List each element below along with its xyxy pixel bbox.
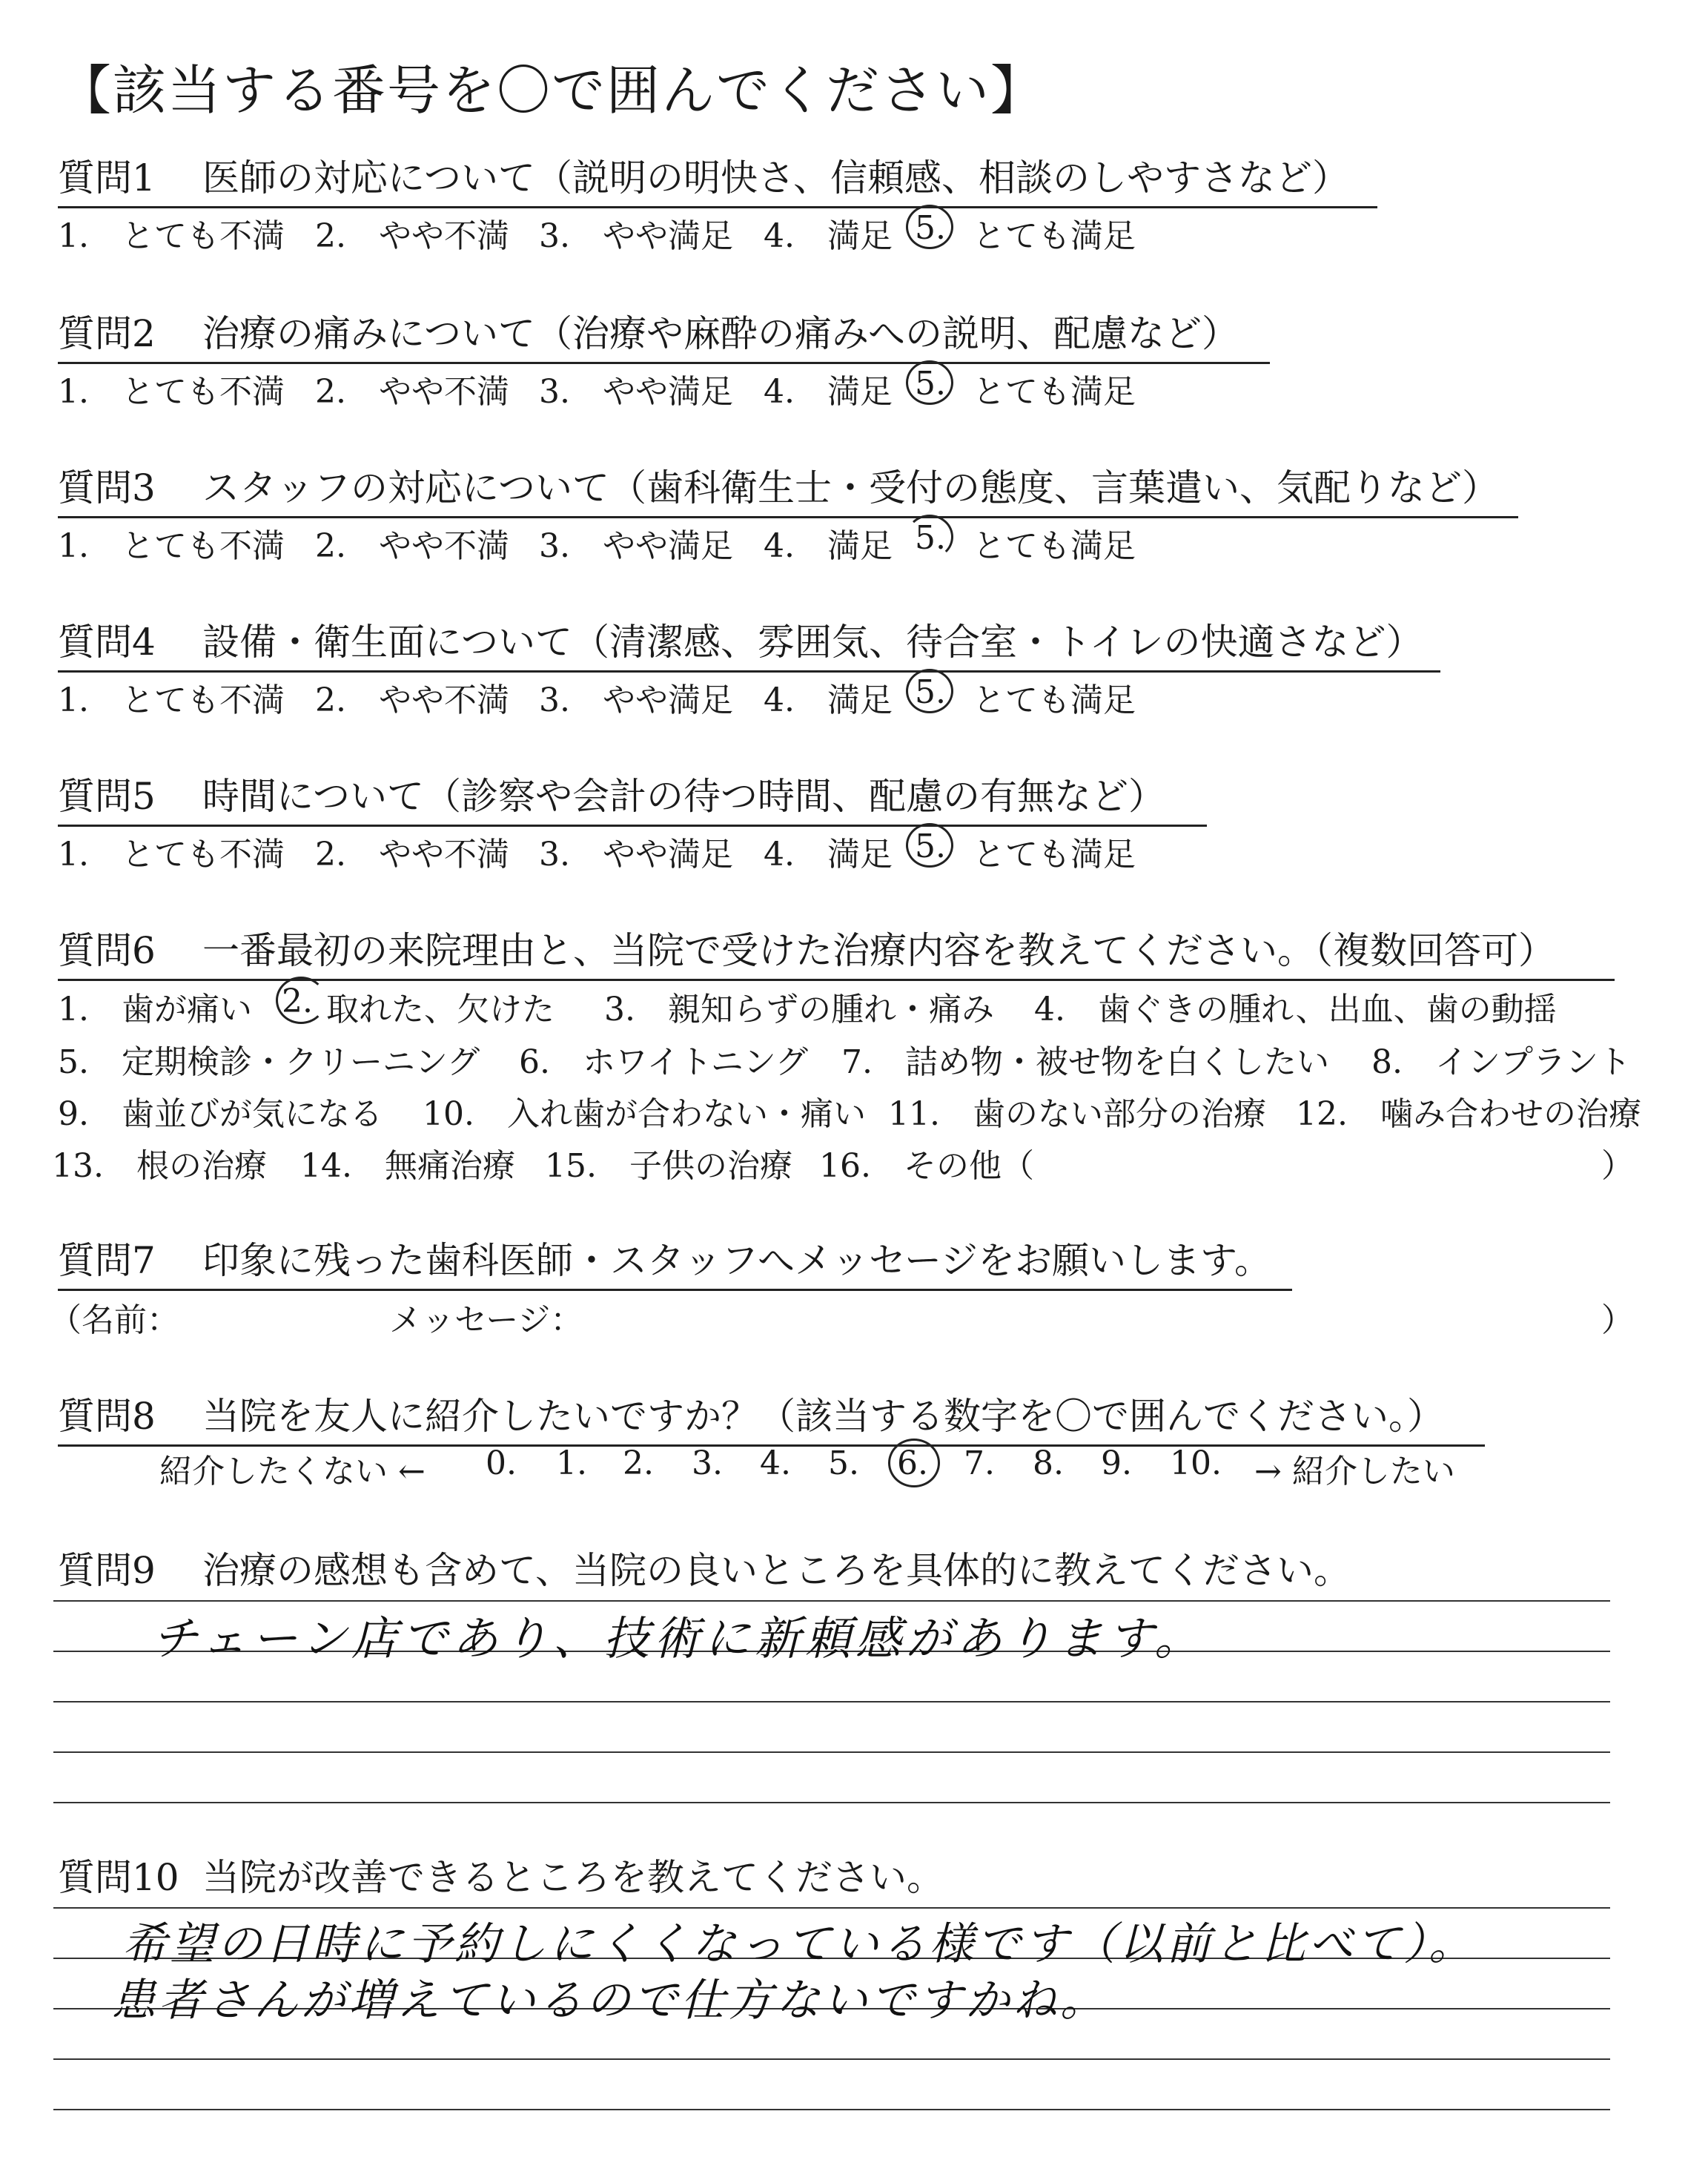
option-somewhat-dissatisfied[interactable]: 2. やや不満 [315,373,509,411]
scale-9[interactable]: 9. [1101,1444,1132,1482]
question-9-heading [58,1541,1351,1594]
q6-option-implant[interactable]: 8. インプラント [1371,1043,1631,1081]
scale-6[interactable]: 6. [897,1444,928,1482]
option-very-satisfied-number[interactable]: 5. [915,209,946,247]
question-6-number: 質問6 [58,929,156,972]
option-satisfied[interactable]: 4. 満足 [764,373,893,411]
q6-option-dentures[interactable]: 10. 入れ歯が合わない・痛い [423,1095,866,1133]
option-very-satisfied-number[interactable]: 5. [915,673,946,711]
question-9-handwritten-answer[interactable]: チェーン店であり、技術に新頼感があります。 [152,1611,1205,1665]
question-10-heading [58,1848,944,1901]
question-4-options [0,673,1708,718]
question-2-heading [58,304,1270,364]
answer-circle-mark [276,977,326,1024]
question-9-text: 治療の感想も含めて、当院の良いところを具体的に教えてください。 [202,1549,1351,1592]
page-title: 【該当する番号を〇で囲んでください】 [58,59,1046,122]
option-very-dissatisfied[interactable]: 1. とても不満 [58,681,285,719]
answer-circle-mark [888,1439,940,1487]
message-field-close: ） [1601,1301,1634,1339]
option-very-satisfied-label: とても満足 [973,836,1136,873]
option-somewhat-dissatisfied[interactable]: 2. やや不満 [315,681,509,719]
option-somewhat-dissatisfied[interactable]: 2. やや不満 [315,527,509,565]
option-satisfied[interactable]: 4. 満足 [764,836,893,873]
question-7-number: 質問7 [58,1239,156,1282]
question-4-number: 質問4 [58,621,156,664]
option-somewhat-satisfied[interactable]: 3. やや満足 [539,836,733,873]
option-satisfied[interactable]: 4. 満足 [764,217,893,255]
q6-option-painless[interactable]: 14. 無痛治療 [300,1147,515,1185]
scale-right-label: → 紹介したい [1254,1453,1455,1490]
q6-option-alignment[interactable]: 9. 歯並びが気になる [58,1095,383,1133]
q6-option-other[interactable]: 16. その他（ [819,1147,1034,1185]
question-2-text: 治療の痛みについて（治療や麻酔の痛みへの説明、配慮など） [202,312,1239,355]
question-7-fields [0,1293,1708,1338]
option-somewhat-dissatisfied[interactable]: 2. やや不満 [315,836,509,873]
scale-8[interactable]: 8. [1033,1444,1064,1482]
question-6-options-row-1 [0,982,1708,1027]
option-satisfied[interactable]: 4. 満足 [764,681,893,719]
question-2-number: 質問2 [58,312,156,355]
question-1-text: 医師の対応について（説明の明快さ、信頼感、相談のしやすさなど） [202,156,1349,199]
option-very-dissatisfied[interactable]: 1. とても不満 [58,373,285,411]
answer-circle-mark [906,823,953,868]
question-1-options [0,209,1708,254]
q6-option-gum-swelling[interactable]: 4. 歯ぐきの腫れ、出血、歯の動揺 [1034,991,1557,1028]
question-6-options-row-3 [0,1087,1708,1132]
answer-line [53,2058,1610,2060]
option-very-dissatisfied[interactable]: 1. とても不満 [58,836,285,873]
scale-1[interactable]: 1. [556,1444,587,1482]
option-somewhat-satisfied[interactable]: 3. やや満足 [539,681,733,719]
q6-option-checkup[interactable]: 5. 定期検診・クリーニング [58,1043,480,1081]
scale-left-label: 紹介したくない ← [159,1453,426,1490]
option-somewhat-dissatisfied[interactable]: 2. やや不満 [315,217,509,255]
option-very-satisfied-number[interactable]: 5. [915,365,946,403]
option-very-dissatisfied[interactable]: 1. とても不満 [58,527,285,565]
question-5-heading [58,767,1207,827]
name-field-label[interactable]: （名前： [49,1301,179,1339]
answer-line [53,2109,1610,2110]
q6-option-white-fillings[interactable]: 7. 詰め物・被せ物を白くしたい [841,1043,1329,1081]
scale-10[interactable]: 10. [1170,1444,1222,1482]
scale-5[interactable]: 5. [828,1444,859,1482]
question-8-text: 当院を友人に紹介したいですか？（該当する数字を〇で囲んでください。） [202,1395,1444,1438]
q6-option-bite[interactable]: 12. 噛み合わせの治療 [1296,1095,1641,1133]
option-very-satisfied-label: とても満足 [973,681,1136,719]
question-1-number: 質問1 [58,156,156,199]
q6-option-pediatric[interactable]: 15. 子供の治療 [545,1147,792,1185]
question-1-heading [58,148,1377,208]
option-satisfied[interactable]: 4. 満足 [764,527,893,565]
option-somewhat-satisfied[interactable]: 3. やや満足 [539,373,733,411]
answer-line [53,1701,1610,1702]
answer-circle-mark [906,205,953,249]
option-very-dissatisfied[interactable]: 1. とても不満 [58,217,285,255]
question-8-heading [58,1387,1485,1447]
question-8-number: 質問8 [58,1395,156,1438]
question-2-options [0,365,1708,409]
question-5-number: 質問5 [58,775,156,818]
option-very-satisfied-label: とても満足 [973,527,1136,565]
answer-line [53,1751,1610,1753]
question-7-text: 印象に残った歯科医師・スタッフへメッセージをお願いします。 [202,1239,1271,1282]
q6-option-chipped: 取れた、欠けた [326,991,555,1028]
q6-option-other-close: ） [1601,1147,1634,1185]
question-10-text: 当院が改善できるところを教えてください。 [202,1856,944,1899]
question-6-options-row-4 [0,1139,1708,1183]
q6-option-toothache[interactable]: 1. 歯が痛い [58,991,252,1028]
q6-option-root-canal[interactable]: 13. 根の治療 [52,1147,267,1185]
option-very-satisfied-number[interactable]: 5. [915,828,946,865]
answer-circle-mark [906,515,953,559]
option-somewhat-satisfied[interactable]: 3. やや満足 [539,217,733,255]
question-6-heading [58,921,1615,981]
scale-3[interactable]: 3. [692,1444,723,1482]
question-9-number: 質問9 [58,1549,156,1592]
scale-7[interactable]: 7. [964,1444,995,1482]
message-field-label[interactable]: メッセージ： [389,1301,583,1339]
option-very-satisfied-number[interactable]: 5. [915,519,946,557]
question-6-options-row-2 [0,1035,1708,1080]
option-somewhat-satisfied[interactable]: 3. やや満足 [539,527,733,565]
question-8-scale [0,1444,1708,1489]
question-3-number: 質問3 [58,466,156,509]
question-3-heading [58,458,1518,518]
question-5-text: 時間について（診察や会計の待つ時間、配慮の有無など） [202,775,1165,818]
q6-option-missing-teeth[interactable]: 11. 歯のない部分の治療 [888,1095,1266,1133]
answer-circle-mark [906,669,953,713]
answer-line [53,1802,1610,1803]
scale-4[interactable]: 4. [760,1444,791,1482]
question-4-text: 設備・衛生面について（清潔感、雰囲気、待合室・トイレの快適さなど） [202,621,1423,664]
scale-2[interactable]: 2. [623,1444,654,1482]
question-10-handwritten-line-2[interactable]: 患者さんが増えているので仕方ないですかね。 [111,1975,1108,2027]
question-6-text: 一番最初の来院理由と、当院で受けた治療内容を教えてください。（複数回答可） [202,929,1555,972]
q6-option-2-number[interactable]: 2. [282,982,313,1020]
question-7-heading [58,1231,1292,1291]
option-very-satisfied-label: とても満足 [973,373,1136,411]
scale-0[interactable]: 0. [486,1444,517,1482]
question-5-options [0,828,1708,872]
option-very-satisfied-label: とても満足 [973,217,1136,255]
question-3-text: スタッフの対応について（歯科衛生士・受付の態度、言葉遣い、気配りなど） [202,466,1499,509]
question-4-heading [58,612,1440,673]
question-10-handwritten-line-1[interactable]: 希望の日時に予約しにくくなっている様です（以前と比べて）。 [122,1918,1476,1970]
question-3-options [0,519,1708,564]
q6-option-whitening[interactable]: 6. ホワイトニング [519,1043,809,1081]
q6-option-wisdom-tooth[interactable]: 3. 親知らずの腫れ・痛み [604,991,994,1028]
answer-circle-mark [906,360,953,405]
question-10-number: 質問10 [58,1856,179,1899]
